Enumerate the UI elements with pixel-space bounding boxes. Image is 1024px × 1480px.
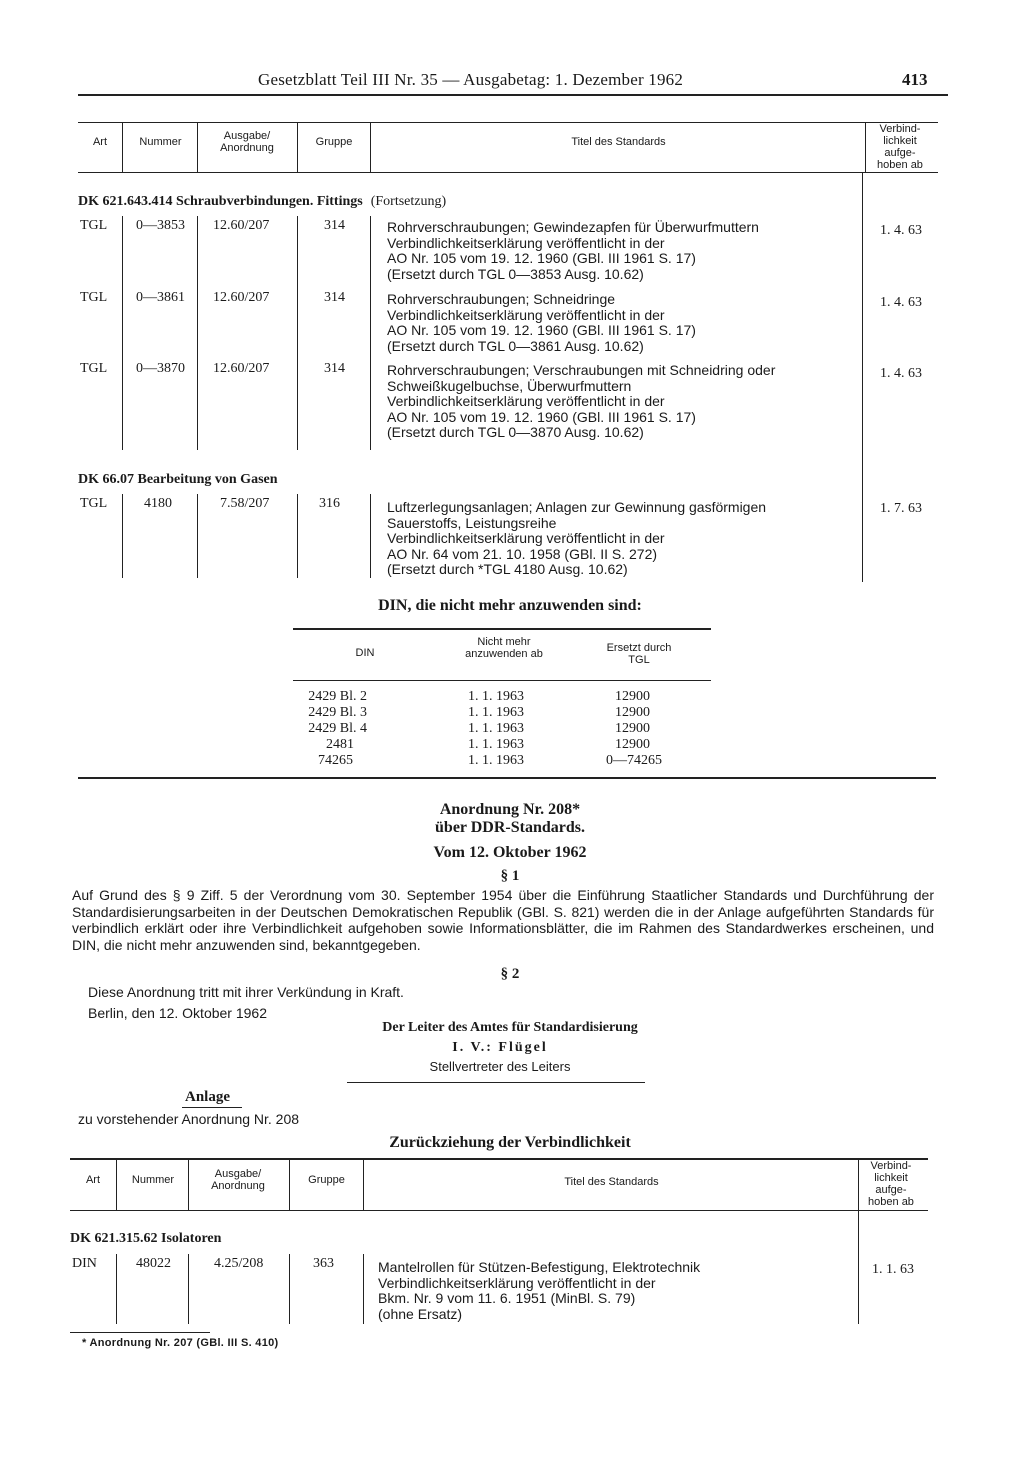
- cell-gruppe: 316: [319, 496, 340, 511]
- cell-art: TGL: [80, 496, 108, 511]
- col-datum: Verbind- lichkeit aufge- hoben ab: [868, 1160, 914, 1208]
- section-mark-1: § 1: [500, 868, 520, 884]
- signer-role: Stellvertreter des Leiters: [429, 1059, 571, 1074]
- section-heading: DK 621.315.62 Isolatoren: [70, 1231, 222, 1246]
- section-heading: DK 621.643.414 Schraubverbindungen. Fittings (Fortsetzung): [78, 194, 447, 209]
- col-datum: Verbind- lichkeit aufge- hoben ab: [877, 123, 923, 171]
- table-row: [78, 288, 938, 356]
- table-row: 2429 Bl. 3 1. 1. 1963 12900: [308, 705, 650, 720]
- cell-titel: Luftzerlegungsanlagen; Anlagen zur Gewinnung gasförmigen Sauerstoffs, Leistungsreihe Verbindlichkeitserklärung veröffentlicht in der AO Nr. 64 vom 21. 10. 1958 (GBl. II S. 272) (Ersetzt durch *TGL 4180 Ausg. 10.62): [387, 499, 767, 577]
- signer-name: I. V.: Flügel: [452, 1040, 548, 1055]
- cell-gruppe: 363: [313, 1256, 334, 1271]
- table-row: 74265 1. 1. 1963 0—74265: [318, 753, 662, 768]
- col-art: Art: [85, 1174, 101, 1186]
- cell-gruppe: 314: [324, 218, 345, 233]
- cell-titel: Mantelrollen für Stützen-Befestigung, Elektrotechnik Verbindlichkeitserklärung veröffentlicht in der Bkm. Nr. 9 vom 11. 6. 1951 (MinBl. S. 79) (ohne Ersatz): [378, 1259, 701, 1322]
- col-ausgabe: Ausgabe/ Anordnung: [211, 1168, 265, 1192]
- cell-ausgabe: 4.25/208: [214, 1256, 264, 1271]
- col-titel: Titel des Standards: [571, 136, 666, 148]
- page-number: 413: [902, 70, 928, 89]
- annex-label: Anlage: [185, 1089, 230, 1105]
- cell-art: TGL: [80, 218, 108, 233]
- ordinance-subtitle: über DDR-Standards.: [435, 819, 585, 836]
- table-row: [78, 216, 938, 284]
- table-row: [78, 494, 938, 580]
- cell-datum: 1. 7. 63: [880, 501, 922, 516]
- cell-nummer: 48022: [136, 1256, 171, 1271]
- col-gruppe: Gruppe: [308, 1174, 345, 1186]
- din-table-title: DIN, die nicht mehr anzuwenden sind:: [378, 597, 642, 614]
- cell-datum: 1. 4. 63: [880, 223, 922, 238]
- col-nummer: Nummer: [131, 1174, 175, 1186]
- cell-art: DIN: [72, 1256, 97, 1271]
- din-col-nicht-mehr: Nicht mehr anzuwenden ab: [465, 636, 543, 660]
- cell-nummer: 0—3861: [136, 290, 185, 305]
- cell-titel: Rohrverschraubungen; Verschraubungen mit Schneidring oder Schweißkugelbuchse, Überwurfmuttern Verbindlichkeitserklärung veröffentlicht in der AO Nr. 105 vom 19. 12. 1960 (GBl. III 1961 S. 17) (Ersetzt durch TGL 0—3870 Ausg. 10.62): [387, 362, 776, 440]
- section-heading: DK 66.07 Bearbeitung von Gasen: [78, 472, 278, 487]
- ordinance-title: Anordnung Nr. 208*: [439, 801, 581, 818]
- cell-titel: Rohrverschraubungen; Schneidringe Verbindlichkeitserklärung veröffentlicht in der AO Nr. 105 vom 19. 12. 1960 (GBl. III 1961 S. 17) (Ersetzt durch TGL 0—3861 Ausg. 10.62): [387, 291, 696, 354]
- cell-datum: 1. 4. 63: [880, 366, 922, 381]
- cell-gruppe: 314: [324, 361, 345, 376]
- table-row: 2481 1. 1. 1963 12900: [326, 737, 650, 752]
- table-row: 2429 Bl. 4 1. 1. 1963 12900: [308, 721, 650, 736]
- signer-org: Der Leiter des Amtes für Standardisierung: [382, 1020, 638, 1035]
- cell-nummer: 4180: [144, 496, 172, 511]
- running-title: Gesetzblatt Teil III Nr. 35 — Ausgabetag: 1. Dezember 1962: [258, 70, 684, 89]
- annex-ref: zu vorstehender Anordnung Nr. 208: [78, 1111, 300, 1127]
- col-art: Art: [92, 136, 108, 148]
- cell-nummer: 0—3853: [136, 218, 185, 233]
- section-divider: [78, 777, 936, 779]
- ordinance-date: Vom 12. Oktober 1962: [433, 844, 587, 861]
- cell-ausgabe: 7.58/207: [220, 496, 270, 511]
- table-row: [78, 359, 938, 445]
- col-titel: Titel des Standards: [564, 1176, 659, 1188]
- footnote: * Anordnung Nr. 207 (GBl. III S. 410): [82, 1337, 279, 1349]
- din-col-din: DIN: [355, 647, 375, 659]
- cell-ausgabe: 12.60/207: [213, 361, 270, 376]
- cell-art: TGL: [80, 290, 108, 305]
- section-1-text: Auf Grund des § 9 Ziff. 5 der Verordnung vom 30. September 1954 über die Einführung Staatlicher Standards und Durchführung der Standardisierungsarbeiten in der Deutschen Demokratischen Republik (GBl. S. 821) werden die in der Anlage aufgeführten Standards für verbindlich erklärt oder ihre Verbindlichkeit aufgehoben sowie Informationsblätter, die im Rahmen des Standardwerkes erscheinen, und DIN, die nicht mehr anzuwenden sind, bekanntgegeben.: [72, 887, 934, 953]
- cell-titel: Rohrverschraubungen; Gewindezapfen für Überwurfmuttern Verbindlichkeitserklärung veröffentlicht in der AO Nr. 105 vom 19. 12. 1960 (GBl. III 1961 S. 17) (Ersetzt durch TGL 0—3853 Ausg. 10.62): [387, 219, 759, 282]
- col-ausgabe: Ausgabe/ Anordnung: [220, 130, 274, 154]
- place-date: Berlin, den 12. Oktober 1962: [88, 1005, 268, 1021]
- cell-nummer: 0—3870: [136, 361, 185, 376]
- col-nummer: Nummer: [139, 136, 182, 148]
- running-header: [80, 68, 950, 94]
- header-rule: [78, 94, 948, 96]
- section-2-text: Diese Anordnung tritt mit ihrer Verkündung in Kraft.: [88, 984, 404, 1000]
- table-row: 2429 Bl. 2 1. 1. 1963 12900: [308, 689, 650, 704]
- cell-datum: 1. 4. 63: [880, 295, 922, 310]
- din-col-ersetzt: Ersetzt durch TGL: [606, 642, 672, 666]
- cell-ausgabe: 12.60/207: [213, 218, 270, 233]
- cell-datum: 1. 1. 63: [872, 1262, 914, 1277]
- cell-ausgabe: 12.60/207: [213, 290, 270, 305]
- col-gruppe: Gruppe: [315, 136, 353, 148]
- din-rows: [293, 689, 711, 769]
- section-mark-2: § 2: [500, 966, 520, 982]
- cell-gruppe: 314: [324, 290, 345, 305]
- table-row: [70, 1254, 928, 1324]
- annex-heading: Zurückziehung der Verbindlichkeit: [389, 1134, 631, 1151]
- cell-art: TGL: [80, 361, 108, 376]
